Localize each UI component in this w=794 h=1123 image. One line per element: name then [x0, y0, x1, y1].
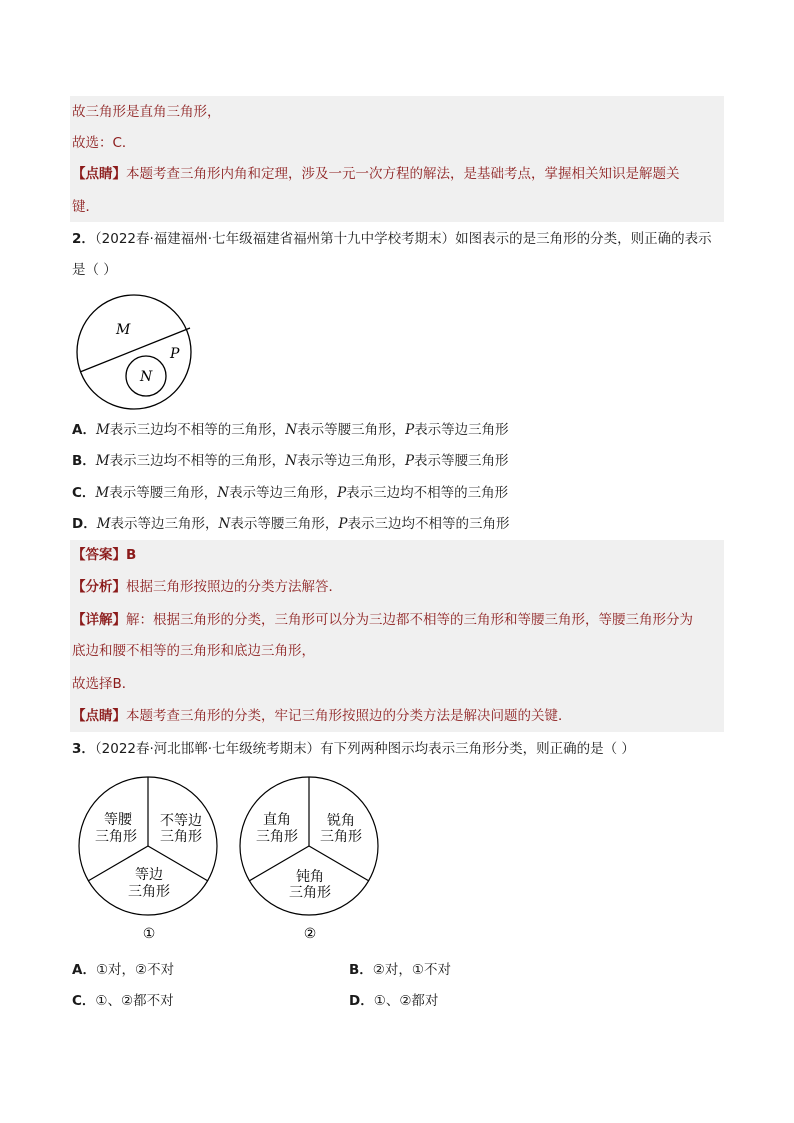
var-m: M: [95, 453, 110, 469]
var-n: N: [218, 516, 231, 532]
option-key: C．: [72, 993, 96, 1009]
option-text: 表示等腰三角形: [414, 453, 509, 469]
q3-number: 3．: [72, 741, 95, 757]
analysis-text: 根据三角形按照边的分类方法解答．: [126, 579, 342, 595]
q2-option-c[interactable]: [72, 484, 508, 502]
detail-line-1: [72, 611, 693, 629]
option-text: 表示三边均不相等的三角形: [346, 485, 509, 501]
var-n: N: [285, 453, 297, 469]
comment-text: 本题考查三角形内角和定理，涉及一元一次方程的解法，是基础考点，掌握相关知识是解题关: [126, 166, 680, 182]
comment-tag: 【点睛】: [72, 708, 126, 724]
option-text: 表示等边三角形，: [296, 453, 405, 469]
q3-option-a[interactable]: [72, 961, 174, 979]
option-text: 表示三边均不相等的三角形: [347, 516, 510, 532]
sector-label: 钝角: [296, 869, 324, 885]
sector-label: 三角形: [128, 884, 170, 900]
option-key: B．: [72, 453, 96, 469]
q2-number: 2．: [72, 231, 95, 247]
comment-text: 本题考查三角形的分类，牢记三角形按照边的分类方法是解决问题的关键．: [126, 708, 572, 724]
option-text: 表示等边三角形，: [229, 485, 338, 501]
option-key: A．: [72, 962, 96, 978]
comment-tag: 【点睛】: [72, 166, 126, 182]
comment-line: [72, 165, 680, 183]
option-text: ②对，①不对: [372, 962, 452, 978]
var-p: P: [337, 485, 347, 501]
option-text: 表示等腰三角形，: [230, 516, 339, 532]
sector-label: 等边: [135, 867, 163, 883]
q2-comment-line: [72, 707, 572, 725]
option-key: A．: [72, 422, 96, 438]
option-text: ①、②都不对: [95, 993, 174, 1009]
analysis-line: [72, 578, 342, 596]
label-m: M: [116, 322, 131, 338]
option-key: D．: [349, 993, 374, 1009]
choose-line: 故选择B．: [72, 676, 136, 692]
q2-stem-a: 如图表示的是三角形的分类，则正确的表示: [455, 231, 712, 247]
option-text: 表示等腰三角形，: [297, 422, 406, 438]
label-p: P: [170, 346, 180, 362]
option-text: 表示三边均不相等的三角形，: [109, 422, 286, 438]
var-m: M: [95, 485, 110, 501]
option-text: 表示等腰三角形，: [109, 485, 218, 501]
analysis-tag: 【分析】: [72, 579, 126, 595]
option-key: D．: [72, 516, 97, 532]
sector-label: 直角: [263, 812, 291, 828]
q3-stem-line: [72, 740, 635, 758]
var-m: M: [96, 516, 111, 532]
label-n: N: [140, 369, 153, 385]
answer-value: B: [126, 547, 137, 563]
sector-label: 三角形: [160, 829, 202, 845]
comment-continuation: 键．: [72, 199, 99, 215]
var-p: P: [338, 516, 348, 532]
sector-label: 等腰: [104, 812, 132, 828]
figure-caption: ②: [303, 926, 317, 942]
q2-option-d[interactable]: [72, 515, 509, 533]
q3-stem: 有下列两种图示均表示三角形分类，则正确的是（ ）: [320, 741, 635, 757]
q2-option-b[interactable]: [72, 452, 509, 470]
var-p: P: [405, 422, 415, 438]
option-text: 表示三边均不相等的三角形，: [109, 453, 286, 469]
detail-tag: 【详解】: [72, 612, 126, 628]
q3-source: （2022春·河北邯郸·七年级统考期末）: [94, 741, 321, 757]
detail-text-a: 解：根据三角形的分类，三角形可以分为三边都不相等的三角形和等腰三角形，等腰三角形分为: [126, 612, 693, 628]
solution-block-q2: [70, 540, 724, 732]
var-m: M: [95, 422, 110, 438]
sector-label: 锐角: [327, 813, 355, 829]
answer-tag: 【答案】: [72, 547, 126, 563]
option-key: B．: [349, 962, 373, 978]
detail-line-2: 底边和腰不相等的三角形和底边三角形，: [72, 643, 315, 659]
sector-label: 三角形: [289, 885, 331, 901]
q2-classification-figure: [74, 294, 198, 412]
option-text: ①、②都对: [373, 993, 439, 1009]
q2-stem-line-2: 是（ ）: [72, 262, 117, 278]
q2-source: （2022春·福建福州·七年级福建省福州第十九中学校考期末）: [94, 231, 456, 247]
q3-figure-1: [78, 774, 220, 942]
sector-label: 三角形: [320, 829, 362, 845]
option-text: 表示等边三角形，: [110, 516, 219, 532]
q3-option-b[interactable]: [349, 961, 451, 979]
var-n: N: [217, 485, 230, 501]
q3-figure-2: [239, 774, 381, 942]
option-key: C．: [72, 485, 96, 501]
var-p: P: [404, 453, 415, 469]
var-n: N: [285, 422, 298, 438]
figure-caption: ①: [142, 926, 156, 942]
q2-option-a[interactable]: [72, 421, 509, 439]
q2-stem-line-1: [72, 230, 712, 248]
answer-line: [72, 546, 136, 564]
option-text: ①对，②不对: [95, 962, 175, 978]
solution-line-2: 故选：C．: [72, 135, 136, 151]
q3-option-d[interactable]: [349, 992, 438, 1010]
sector-label: 三角形: [256, 829, 298, 845]
sector-label: 不等边: [160, 813, 202, 829]
sector-label: 三角形: [95, 829, 137, 845]
q3-option-c[interactable]: [72, 992, 174, 1010]
solution-line-1: 故三角形是直角三角形，: [72, 104, 221, 120]
option-text: 表示等边三角形: [414, 422, 509, 438]
